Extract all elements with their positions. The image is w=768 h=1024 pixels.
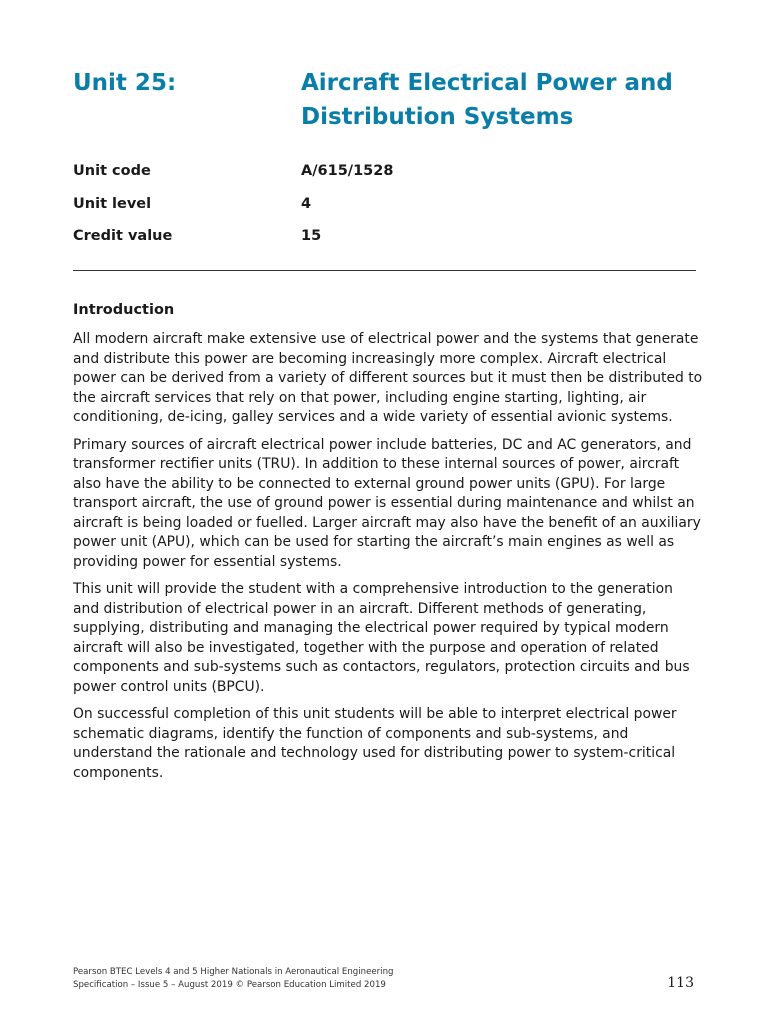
page-number: 113 — [667, 975, 694, 991]
introduction-paragraph: On successful completion of this unit students will be able to interpret electrical power schematic diagrams, identify the function of components and sub-systems, and understand the rationale and technology used for distributing power to system-critical components. — [73, 706, 677, 781]
introduction-section — [73, 298, 703, 791]
unit-title: Aircraft Electrical Power and Distribution Systems — [301, 70, 673, 130]
unit-level-row — [73, 192, 693, 225]
page-footer — [73, 966, 493, 992]
unit-code-row — [73, 159, 693, 192]
unit-code-value: A/615/1528 — [301, 163, 394, 179]
footer-line-spec: Specification – Issue 5 – August 2019 © Pearson Education Limited 2019 — [73, 980, 386, 990]
credit-value-row — [73, 224, 693, 257]
footer-line-title: Pearson BTEC Levels 4 and 5 Higher Nationals in Aeronautical Engineering — [73, 967, 394, 977]
unit-level-value: 4 — [301, 195, 312, 212]
credit-value-value: 15 — [301, 228, 322, 244]
unit-level-label: Unit level — [73, 195, 152, 212]
introduction-paragraph: All modern aircraft make extensive use of electrical power and the systems that generate and distribute this power are becoming increasingly more complex. Aircraft electrical power can be derived from a variety of different sources but it must then be distributed to the aircraft services that rely on that power, including engine starting, lighting, air conditioning, de-icing, galley services and a wide variety of essential avionic systems. — [73, 331, 703, 425]
unit-code-label: Unit code — [73, 163, 151, 179]
unit-number: Unit 25: — [73, 70, 177, 96]
credit-value-label: Credit value — [73, 228, 173, 244]
unit-meta-table — [73, 159, 693, 257]
introduction-paragraph: Primary sources of aircraft electrical power include batteries, DC and AC generators, and transformer rectifier units (TRU). In addition to these internal sources of power, aircraft also have the ability to be connected to external ground power units (GPU). For large transport aircraft, the use of ground power is essential during maintenance and whilst an aircraft is being loaded or fuelled. Larger aircraft may also have the benefit of an auxiliary power unit (APU), which can be used for starting the aircraft’s main engines as well as providing power for essential systems. — [73, 436, 701, 570]
section-divider — [73, 270, 696, 271]
introduction-paragraph: This unit will provide the student with a comprehensive introduction to the generation and distribution of electrical power in an aircraft. Different methods of generating, supplying, distributing and managing the electrical power required by typical modern aircraft will also be investigated, together with the purpose and operation of related components and sub-systems such as contactors, regulators, protection circuits and bus power control units (BPCU). — [73, 581, 690, 695]
introduction-heading: Introduction — [73, 302, 175, 318]
